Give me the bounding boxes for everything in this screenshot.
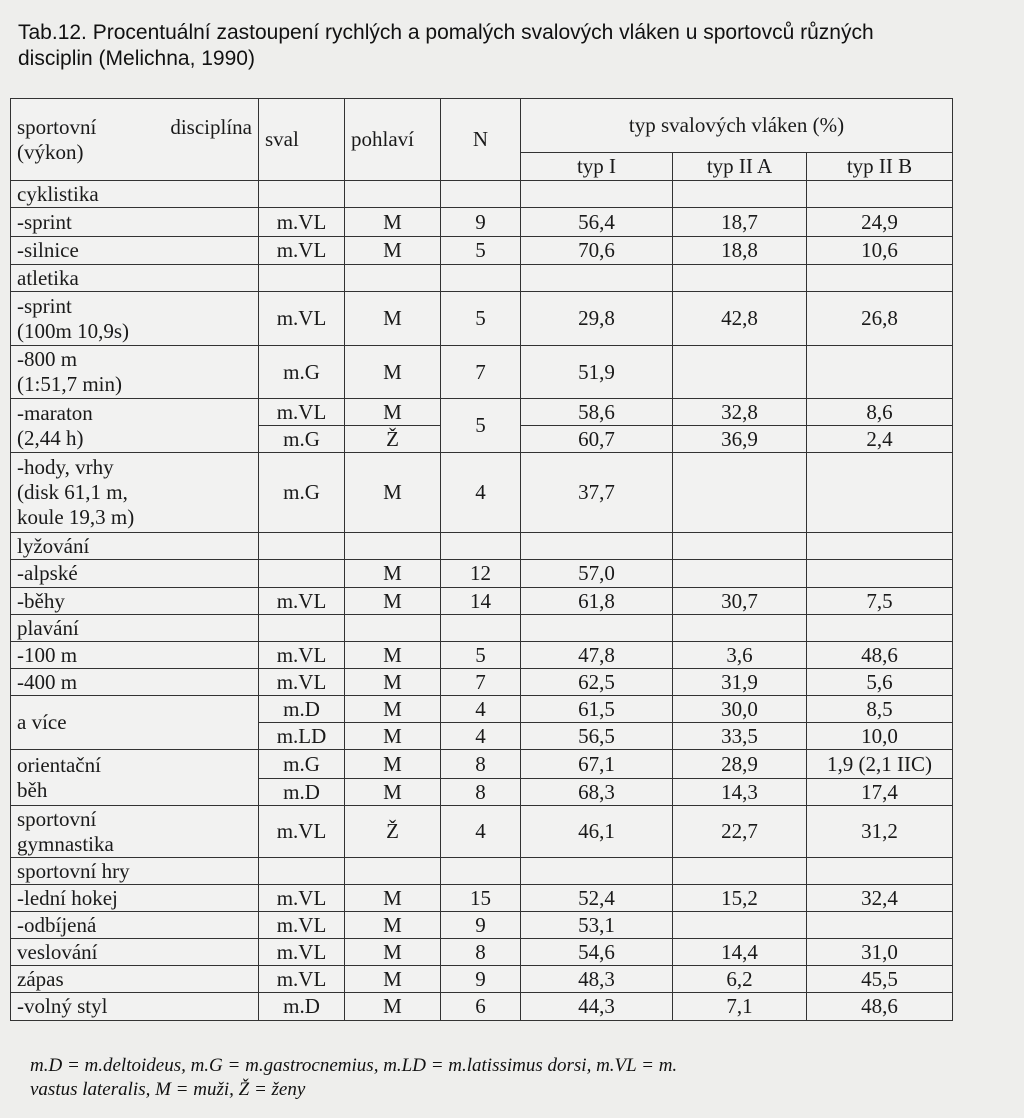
table-row: sportovní gymnastika m.VL Ž 4 46,1 22,7 31,2 (11, 806, 953, 858)
header-type-2b: typ II B (807, 153, 953, 181)
table-row: -800 m (1:51,7 min) m.G M 7 51,9 (11, 346, 953, 399)
table-row: -400 m m.VL M 7 62,5 31,9 5,6 (11, 669, 953, 696)
header-n: N (441, 99, 521, 181)
table-row: orientační běh m.G M 8 67,1 28,9 1,9 (2,1 IIC) (11, 750, 953, 779)
table-row: -silnice m.VL M 5 70,6 18,8 10,6 (11, 237, 953, 265)
header-discipline: sportovní disciplína (výkon) (11, 99, 259, 181)
category-row: sportovní hry (11, 858, 953, 885)
table-row: -maraton (2,44 h) m.VL M 5 58,6 32,8 8,6 (11, 399, 953, 426)
category-row: atletika (11, 265, 953, 292)
footnote-line-2: vastus lateralis, M = muži, Ž = ženy (30, 1079, 306, 1100)
table-caption (18, 20, 1008, 72)
table-row: -volný styl m.D M 6 44,3 7,1 48,6 (11, 993, 953, 1021)
table-row: veslování m.VL M 8 54,6 14,4 31,0 (11, 939, 953, 966)
table-row: -běhy m.VL M 14 61,8 30,7 7,5 (11, 588, 953, 615)
table-row: -lední hokej m.VL M 15 52,4 15,2 32,4 (11, 885, 953, 912)
header-sex: pohlaví (345, 99, 441, 181)
table-row: -100 m m.VL M 5 47,8 3,6 48,6 (11, 642, 953, 669)
table-row: -sprint (100m 10,9s) m.VL M 5 29,8 42,8 26,8 (11, 292, 953, 346)
table-row: -odbíjená m.VL M 9 53,1 (11, 912, 953, 939)
fiber-type-table (10, 98, 953, 1021)
table-row: m.LD M 4 56,5 33,5 10,0 (11, 723, 953, 750)
table-row: -hody, vrhy (disk 61,1 m, koule 19,3 m) m.G M 4 37,7 (11, 453, 953, 533)
category-row: lyžování (11, 533, 953, 560)
table-row: -sprint m.VL M 9 56,4 18,7 24,9 (11, 208, 953, 237)
category-row: plavání (11, 615, 953, 642)
header-muscle: sval (259, 99, 345, 181)
table-row: a více m.D M 4 61,5 30,0 8,5 (11, 696, 953, 723)
table-row: zápas m.VL M 9 48,3 6,2 45,5 (11, 966, 953, 993)
table-row: m.G Ž 60,7 36,9 2,4 (11, 426, 953, 453)
table-row: -alpské M 12 57,0 (11, 560, 953, 588)
category-row: cyklistika (11, 181, 953, 208)
header-row (11, 99, 953, 153)
table-footnote (30, 1054, 930, 1102)
table-row: m.D M 8 68,3 14,3 17,4 (11, 779, 953, 806)
caption-line-2: disciplin (Melichna, 1990) (18, 47, 255, 70)
header-type-1: typ I (521, 153, 673, 181)
caption-line-1: Tab.12. Procentuální zastoupení rychlých a pomalých svalových vláken u sportovců různých (18, 21, 874, 44)
header-type-2a: typ II A (673, 153, 807, 181)
footnote-line-1: m.D = m.deltoideus, m.G = m.gastrocnemius, m.LD = m.latissimus dorsi, m.VL = m. (30, 1055, 678, 1076)
header-fiber-type: typ svalových vláken (%) (521, 99, 953, 153)
